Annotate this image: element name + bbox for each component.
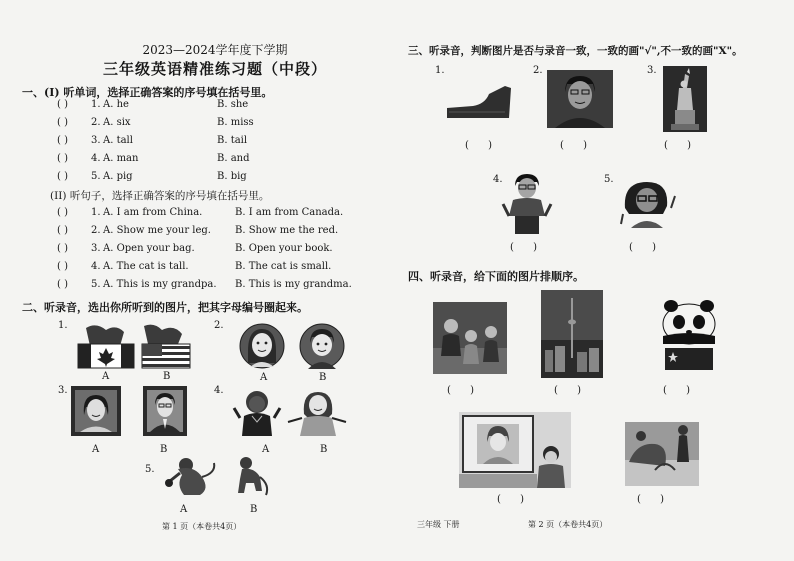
option-b-label[interactable]: B <box>250 504 258 515</box>
option-a: A. Open your bag. <box>103 243 195 254</box>
man-portrait-picture[interactable] <box>142 385 188 437</box>
option-a-label[interactable]: A <box>262 444 270 455</box>
boy-portrait-picture[interactable] <box>298 323 346 369</box>
option-b-label[interactable]: B <box>320 444 328 455</box>
option-a: A. I am from China. <box>103 207 203 218</box>
option-b-label[interactable]: B <box>163 371 171 382</box>
option-a: A. Show me your leg. <box>103 225 211 236</box>
boy-standing-picture <box>501 172 553 236</box>
answer-paren[interactable]: ( ) <box>629 242 664 253</box>
option-a-label[interactable]: A <box>180 504 188 515</box>
option-b: B. and <box>217 153 250 164</box>
part2-row-3 <box>57 243 387 257</box>
answer-paren[interactable]: ( ) <box>57 243 68 254</box>
option-a: A. The cat is tall. <box>103 261 189 272</box>
answer-paren[interactable]: ( ) <box>664 140 699 151</box>
answer-paren[interactable]: ( ) <box>554 385 589 396</box>
part2-row-4 <box>57 261 387 275</box>
question-number: 1. <box>58 320 68 331</box>
question-number: 4. <box>91 153 101 164</box>
woman-portrait-picture[interactable] <box>70 385 122 437</box>
right-page <box>397 0 794 561</box>
question-number: 4. <box>214 385 224 396</box>
option-b: B. This is my grandma. <box>235 279 352 290</box>
part2-row-2 <box>57 225 387 239</box>
answer-paren[interactable]: ( ) <box>447 385 482 396</box>
answer-paren[interactable]: ( ) <box>497 494 532 505</box>
canada-flag-picture[interactable] <box>76 322 136 370</box>
answer-paren[interactable]: ( ) <box>57 99 68 110</box>
answer-paren[interactable]: ( ) <box>663 385 698 396</box>
option-a: A. six <box>103 117 131 128</box>
question-number: 1. <box>91 207 101 218</box>
page-footer: 第 1 页（本卷共4页） <box>162 522 242 531</box>
answer-paren[interactable]: ( ) <box>57 153 68 164</box>
question-number: 2. <box>214 320 224 331</box>
answer-paren[interactable]: ( ) <box>57 225 68 236</box>
monkey-standing-picture[interactable] <box>232 455 272 501</box>
girl-portrait-picture[interactable] <box>238 323 286 369</box>
option-b: B. big <box>217 171 247 182</box>
part2-row-5 <box>57 279 387 293</box>
monkey-with-ball-picture[interactable] <box>164 455 220 499</box>
option-a: A. This is my grandpa. <box>103 279 217 290</box>
option-a-label[interactable]: A <box>92 444 100 455</box>
answer-paren[interactable]: ( ) <box>57 207 68 218</box>
option-b: B. The cat is small. <box>235 261 332 272</box>
answer-paren[interactable]: ( ) <box>57 279 68 290</box>
option-b: B. Show me the red. <box>235 225 339 236</box>
question-number: 1. <box>91 99 101 110</box>
section-1-part2-heading: (II) 听句子，选择正确答案的序号填在括号里。 <box>50 190 270 202</box>
section-4-heading: 四、听录音，给下面的图片排顺序。 <box>408 270 584 283</box>
part1-row-2 <box>57 117 387 131</box>
family-photo-picture <box>433 302 507 374</box>
question-number: 3. <box>647 65 657 76</box>
statue-of-liberty-picture <box>663 66 707 132</box>
answer-paren[interactable]: ( ) <box>465 140 500 151</box>
page-footer: 第 2 页（本卷共4页） <box>528 520 608 529</box>
part1-row-3 <box>57 135 387 149</box>
question-number: 3. <box>91 135 101 146</box>
option-a: A. pig <box>103 171 133 182</box>
answer-paren[interactable]: ( ) <box>57 135 68 146</box>
option-b: B. Open your book. <box>235 243 333 254</box>
option-b-label[interactable]: B <box>319 372 327 383</box>
question-number: 4. <box>493 174 503 185</box>
part1-row-5 <box>57 171 387 185</box>
option-a: A. man <box>103 153 139 164</box>
answer-paren[interactable]: ( ) <box>560 140 595 151</box>
question-number: 2. <box>533 65 543 76</box>
usa-flag-picture[interactable] <box>138 322 194 370</box>
question-number: 4. <box>91 261 101 272</box>
answer-paren[interactable]: ( ) <box>57 117 68 128</box>
option-b: B. I am from Canada. <box>235 207 344 218</box>
answer-paren[interactable]: ( ) <box>57 261 68 272</box>
part1-row-4 <box>57 153 387 167</box>
city-tower-picture <box>541 290 603 378</box>
boy-waving-picture[interactable] <box>232 388 282 436</box>
section-1-heading: 一、(I) 听单词，选择正确答案的序号填在括号里。 <box>22 86 273 99</box>
question-number: 5. <box>91 171 101 182</box>
question-number: 5. <box>145 464 155 475</box>
answer-paren[interactable]: ( ) <box>637 494 672 505</box>
section-3-heading: 三、听录音，判断图片是否与录音一致，一致的画"√",不一致的画"X"。 <box>408 45 743 57</box>
leg-picture <box>445 82 515 124</box>
part1-row-1 <box>57 99 387 113</box>
option-b: B. she <box>217 99 249 110</box>
man-with-glasses-picture <box>547 70 613 128</box>
girl-with-glasses-picture <box>619 178 677 228</box>
answer-paren[interactable]: ( ) <box>510 242 545 253</box>
option-a: A. he <box>103 99 129 110</box>
option-a-label[interactable]: A <box>102 371 110 382</box>
question-number: 3. <box>58 385 68 396</box>
option-a: A. tall <box>103 135 133 146</box>
exam-title: 三年级英语精准练习题（中段） <box>102 60 327 78</box>
family-at-park-picture <box>625 422 699 486</box>
panda-china-flag-picture <box>657 296 721 372</box>
part2-row-1 <box>57 207 387 221</box>
answer-paren[interactable]: ( ) <box>57 171 68 182</box>
question-number: 3. <box>91 243 101 254</box>
option-a-label[interactable]: A <box>260 372 268 383</box>
question-number: 1. <box>435 65 445 76</box>
section-2-heading: 二、听录音，选出你所听到的图片，把其字母编号圈起来。 <box>22 301 308 314</box>
option-b-label[interactable]: B <box>160 444 168 455</box>
exam-year-title: 2023—2024学年度下学期 <box>142 43 288 57</box>
option-b: B. tail <box>217 135 248 146</box>
option-b: B. miss <box>217 117 254 128</box>
question-number: 2. <box>91 117 101 128</box>
question-number: 5. <box>91 279 101 290</box>
question-number: 2. <box>91 225 101 236</box>
question-number: 5. <box>604 174 614 185</box>
grade-footer: 三年级 下册 <box>417 520 460 529</box>
video-call-picture <box>459 412 571 488</box>
girl-waving-picture[interactable] <box>286 388 348 436</box>
